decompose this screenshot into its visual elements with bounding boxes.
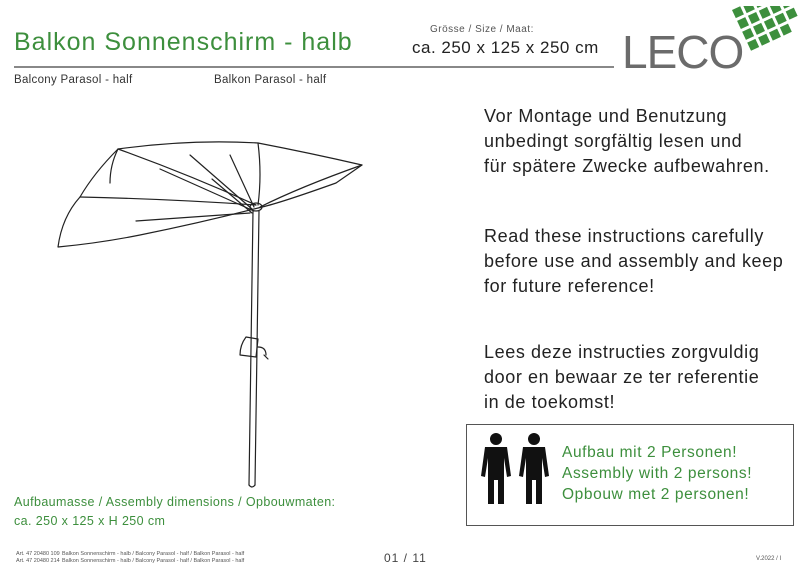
footer-description: Balkon Sonnenschirm - halb / Balcony Parasol - half / Balkon Parasol - half <box>62 558 245 564</box>
subtitle-en: Balcony Parasol - half <box>14 74 133 86</box>
notice-en-line: for future reference! <box>484 276 655 296</box>
notice-nl-line: door en bewaar ze ter referentie <box>484 367 760 387</box>
footer-art-numbers <box>16 551 60 565</box>
persons-line-de: Aufbau mit 2 Personen! <box>562 444 738 461</box>
notice-en-line: Read these instructions carefully <box>484 226 764 246</box>
notice-nl-line: in de toekomst! <box>484 392 616 412</box>
dimensions-value: ca. 250 x 125 x H 250 cm <box>14 514 166 528</box>
notice-en-line: before use and assembly and keep <box>484 251 784 271</box>
dimensions-label: Aufbaumasse / Assembly dimensions / Opbouwmaten: <box>14 495 336 509</box>
notice-de <box>484 104 770 179</box>
persons-line-nl: Opbouw met 2 personen! <box>562 486 750 503</box>
art-number: Art. 47 20480 214 <box>16 558 60 564</box>
two-persons-icon <box>476 432 556 507</box>
parasol-illustration-icon <box>40 125 380 495</box>
page-number: 01 / 11 <box>384 551 427 565</box>
header-rule <box>14 66 614 68</box>
size-value: ca. 250 x 125 x 250 cm <box>412 38 599 57</box>
footer-descriptions <box>62 551 244 565</box>
notice-de-line: Vor Montage und Benutzung <box>484 106 728 126</box>
art-number: Art. 47 20480 109 <box>16 551 60 557</box>
notice-de-line: unbedingt sorgfältig lesen und <box>484 131 743 151</box>
notice-de-line: für spätere Zwecke aufbewahren. <box>484 156 770 176</box>
notice-en <box>484 224 783 299</box>
footer-description: Balkon Sonnenschirm - halb / Balcony Parasol - half / Balkon Parasol - half <box>62 551 245 557</box>
assembly-dimensions <box>14 493 335 531</box>
notice-nl <box>484 340 759 415</box>
subtitle-nl: Balkon Parasol - half <box>214 74 327 86</box>
size-label: Grösse / Size / Maat: <box>430 24 534 35</box>
notice-nl-line: Lees deze instructies zorgvuldig <box>484 342 760 362</box>
persons-line-en: Assembly with 2 persons! <box>562 465 753 482</box>
leco-logo-icon <box>620 6 800 76</box>
page-title: Balkon Sonnenschirm - halb <box>14 28 353 56</box>
version-label: V.2022 / I <box>756 556 782 562</box>
persons-notice <box>562 442 752 505</box>
logo-text: LECO <box>622 26 744 76</box>
